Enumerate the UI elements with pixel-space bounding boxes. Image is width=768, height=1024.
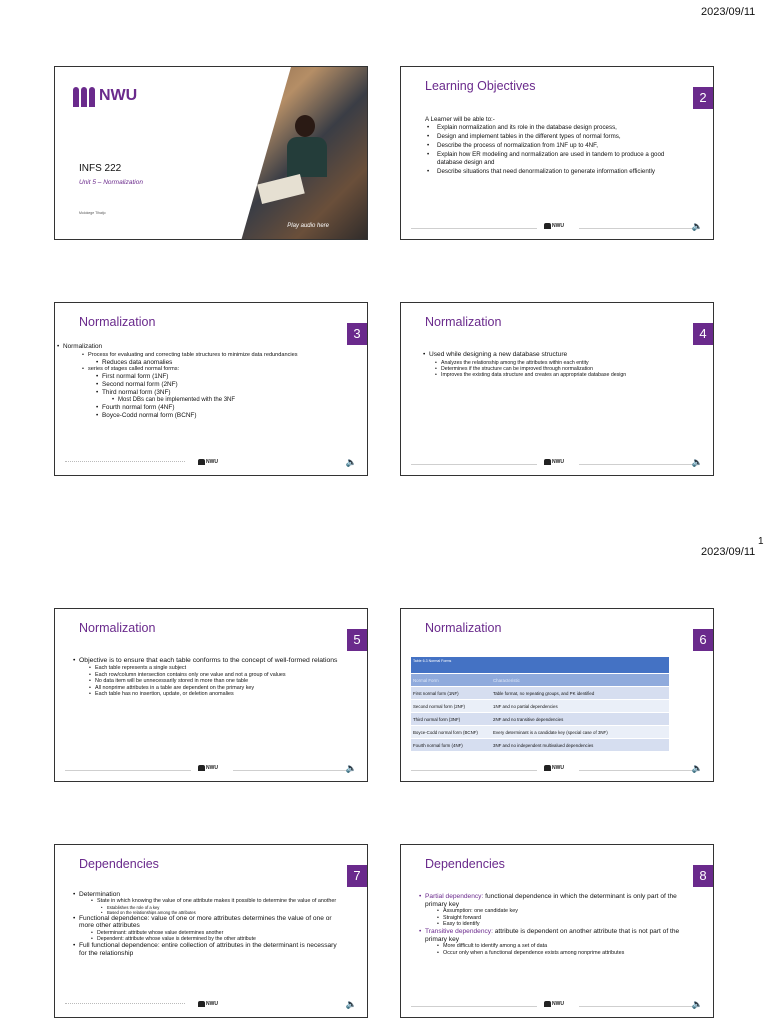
bullet-text: Straight forward	[443, 914, 482, 921]
table-cell: Table format, no repeating groups, and PK identified	[491, 687, 669, 700]
table-cell: Every determinant is a candidate key (special case of 3NF)	[491, 726, 669, 739]
footer-logo: NWU	[198, 765, 218, 771]
bullet-text: Dependent: attribute whose value is determined by the other attribute	[97, 936, 256, 943]
slide-number-badge: 4	[693, 323, 713, 345]
slide-footer	[65, 765, 357, 775]
table-cell: Boyce-Codd normal form (BCNF)	[411, 726, 491, 739]
slide-title: Normalization	[79, 315, 156, 329]
slide-6-thumbnail[interactable]	[400, 608, 714, 782]
slide-footer	[411, 1001, 703, 1011]
table-cell: 3NF and no independent multivalued dependencies	[491, 739, 669, 752]
author-name: Molokege Tlhatjo	[79, 211, 106, 215]
slide-8-thumbnail[interactable]	[400, 844, 714, 1018]
slide-body: • Partial dependency: functional dependence in which the determinant is only part of the primary key • Assumption: one candidate key • Straight forward • Easy to identify • Transitive dependency: attribute is dependent on another attribute that is not part of the primary key • More difficult to identify among a set of data • Occur only when a functional dependence exists among nonprime attributes	[419, 893, 680, 956]
bullet-text: Easy to identify	[443, 921, 480, 928]
term-partial-dependency: Partial dependency:	[425, 893, 484, 900]
slide-body: • Used while designing a new database structure • Analyzes the relationship among the attributes within each entity • Determines if the structure can be improved through normalization • Improves the existing data structure and creates an appropriate database design	[423, 351, 627, 379]
slide-number-badge: 3	[347, 323, 367, 345]
table-caption: Table 6.3 Normal Forms	[411, 657, 491, 674]
bullet-text: Objective is to ensure that each table conforms to the concept of well-formed relations	[79, 657, 338, 664]
objective-item: • Explain how ER modeling and normalization are used in tandem to produce a good database design and	[437, 151, 689, 166]
bullet-text: Functional dependence: value of one or more attributes determines the value of one or more other attributes	[79, 915, 332, 930]
slide-body	[425, 115, 689, 177]
bullet-text: Each table has no insertion, update, or deletion anomalies	[95, 691, 234, 698]
slide-2-thumbnail[interactable]	[400, 66, 714, 240]
bullet-text: attribute is dependent on another attribute that is not part of the primary key	[425, 927, 680, 943]
speaker-icon[interactable]: 🔈	[345, 763, 357, 773]
slide-3-thumbnail[interactable]	[54, 302, 368, 476]
term-transitive-dependency: Transitive dependency:	[425, 927, 493, 935]
slide-footer	[65, 1001, 357, 1011]
slide-title: Learning Objectives	[425, 79, 536, 93]
play-audio-link[interactable]: Play audio here	[287, 223, 329, 229]
slide-footer	[411, 459, 703, 469]
table-cell: Third normal form (3NF)	[411, 713, 491, 726]
bullet-text: Boyce-Codd normal form (BCNF)	[102, 411, 197, 419]
footer-logo: NWU	[198, 459, 218, 465]
normal-forms-table	[411, 657, 669, 752]
table-cell: Second normal form (2NF)	[411, 700, 491, 713]
slide-number-badge: 7	[347, 865, 367, 887]
bullet-text: Each row/column intersection contains only one value and not a group of values	[95, 671, 286, 678]
slide-title: Normalization	[79, 621, 156, 635]
slide-number-badge: 6	[693, 629, 713, 651]
slide-title: Dependencies	[425, 857, 505, 871]
footer-logo: NWU	[544, 1001, 564, 1007]
objective-item: • Describe the process of normalization from 1NF up to 4NF,	[437, 142, 689, 150]
bullet-text: Most DBs can be implemented with the 3NF	[118, 396, 236, 403]
table-row	[411, 713, 669, 726]
bullet-text: Full functional dependence: entire collection of attributes in the determinant is necessary for the relationship	[79, 942, 337, 957]
bullet-text: Used while designing a new database structure	[429, 351, 568, 358]
bullet-text: Establishes the role of a key	[107, 904, 160, 910]
footer-logo: NWU	[544, 223, 564, 229]
page-number: 1	[758, 536, 764, 547]
bullet-text: Third normal form (3NF)	[102, 388, 171, 396]
bullet-text: Based on the relationships among the attributes	[107, 909, 196, 915]
speaker-icon[interactable]: 🔈	[345, 999, 357, 1009]
bullet-text: All nonprime attributes in a table are dependent on the primary key	[95, 684, 255, 691]
slide-footer	[411, 765, 703, 775]
slide-number-badge: 5	[347, 629, 367, 651]
nwu-logo	[73, 85, 137, 107]
slide-body: • Determination • State in which knowing the value of one attribute makes it possible to determine the value of another • Establishes the role of a key • Based on the relationships among the attributes • Functional dependence: value of one or more attributes determines the value of one or more other attributes • Determinant: attribute whose value determines another • Dependent: attribute whose value is determined by the other attribute • Full functional dependence: entire collection of attributes in the determinant is necessary for the relationship	[73, 891, 337, 957]
slide-7-thumbnail[interactable]	[54, 844, 368, 1018]
table-cell: Fourth normal form (4NF)	[411, 739, 491, 752]
bullet-text: Determinant: attribute whose value determines another	[97, 929, 224, 936]
students-photo	[241, 67, 368, 240]
bullet-text: Reduces data anomalies	[102, 358, 173, 366]
objective-item: • Explain normalization and its role in the database design process,	[437, 124, 689, 132]
nwu-logo-text: NWU	[99, 87, 138, 104]
table-cell: 1NF and no partial dependencies	[491, 700, 669, 713]
bullet-text: State in which knowing the value of one attribute makes it possible to determine the value of another	[97, 898, 337, 905]
page-date-top: 2023/09/11	[701, 6, 756, 18]
bullet-text: Occur only when a functional dependence exists among nonprime attributes	[443, 949, 625, 956]
objective-item: • Design and implement tables in the different types of normal forms,	[437, 133, 689, 141]
bullet-text: functional dependence in which the determinant is only part of the primary key	[425, 893, 677, 908]
speaker-icon[interactable]: 🔈	[345, 457, 357, 467]
slide-footer	[65, 459, 357, 469]
footer-logo: NWU	[544, 459, 564, 465]
bullet-text: Analyzes the relationship among the attributes within each entity	[441, 359, 589, 366]
footer-logo: NWU	[544, 765, 564, 771]
bullet-text: More difficult to identify among a set of data	[443, 943, 548, 950]
slide-1-thumbnail[interactable]	[54, 66, 368, 240]
bullet-text: Second normal form (2NF)	[102, 381, 178, 389]
page-date-mid: 2023/09/11	[701, 546, 756, 558]
slide-4-thumbnail[interactable]	[400, 302, 714, 476]
table-cell: First normal form (1NF)	[411, 687, 491, 700]
slide-body: • Objective is to ensure that each table conforms to the concept of well-formed relations • Each table represents a single subject • Each row/column intersection contains only one value and not a group of values • No data item will be unnecessarily stored in more than one table • All nonprime attributes in a table are dependent on the primary key • Each table has no insertion, update, or deletion anomalies	[73, 657, 338, 698]
bullet-text: No data item will be unnecessarily stored in more than one table	[95, 678, 249, 685]
bullet-text: Fourth normal form (4NF)	[102, 403, 175, 411]
table-row	[411, 687, 669, 700]
bullet-text: First normal form (1NF)	[102, 373, 169, 381]
slide-body: • Normalization • Process for evaluating and correcting table structures to minimize data redundancies • Reduces data anomalies • series of stages called normal forms: • First normal form (1NF) • Second normal form (2NF) • Third normal form (3NF) • Most DBs can be implemented with the 3NF • Fourth normal form (4NF) • Boyce-Codd normal form (BCNF)	[57, 343, 298, 419]
bullet-text: Determination	[79, 891, 121, 898]
speaker-icon[interactable]: 🔈	[691, 999, 703, 1009]
bullet-text: Determines if the structure can be improved through normalization	[441, 366, 593, 372]
slide-number-badge: 2	[693, 87, 713, 109]
bullet-text: Normalization	[63, 343, 103, 350]
slide-footer	[411, 223, 703, 233]
slide-5-thumbnail[interactable]	[54, 608, 368, 782]
objective-item: • Describe situations that need denormalization to generate information efficiently	[437, 168, 689, 176]
bullet-text: Process for evaluating and correcting table structures to minimize data redundancies	[88, 351, 298, 358]
table-row	[411, 739, 669, 752]
column-header: Normal Form	[411, 674, 491, 687]
course-code: INFS 222	[79, 163, 122, 174]
bullet-text: series of stages called normal forms:	[88, 366, 180, 373]
bullet-text: Each table represents a single subject	[95, 665, 187, 671]
nwu-logo-icon	[73, 85, 95, 107]
slide-title: Normalization	[425, 315, 502, 329]
slide-number-badge: 8	[693, 865, 713, 887]
speaker-icon[interactable]: 🔈	[691, 221, 703, 231]
table-row	[411, 726, 669, 739]
column-header: Characteristic	[491, 674, 669, 687]
objectives-intro: A Learner will be able to:-	[425, 116, 495, 123]
speaker-icon[interactable]: 🔈	[691, 457, 703, 467]
footer-logo: NWU	[198, 1001, 218, 1007]
table-row	[411, 700, 669, 713]
bullet-text: Assumption: one candidate key	[443, 908, 518, 915]
slide-title: Normalization	[425, 621, 502, 635]
unit-title: Unit 5 – Normalization	[79, 179, 143, 186]
slide-title: Dependencies	[79, 857, 159, 871]
table-cell: 2NF and no transitive dependencies	[491, 713, 669, 726]
bullet-text: Improves the existing data structure and creates an appropriate database design	[441, 372, 627, 379]
speaker-icon[interactable]: 🔈	[691, 763, 703, 773]
